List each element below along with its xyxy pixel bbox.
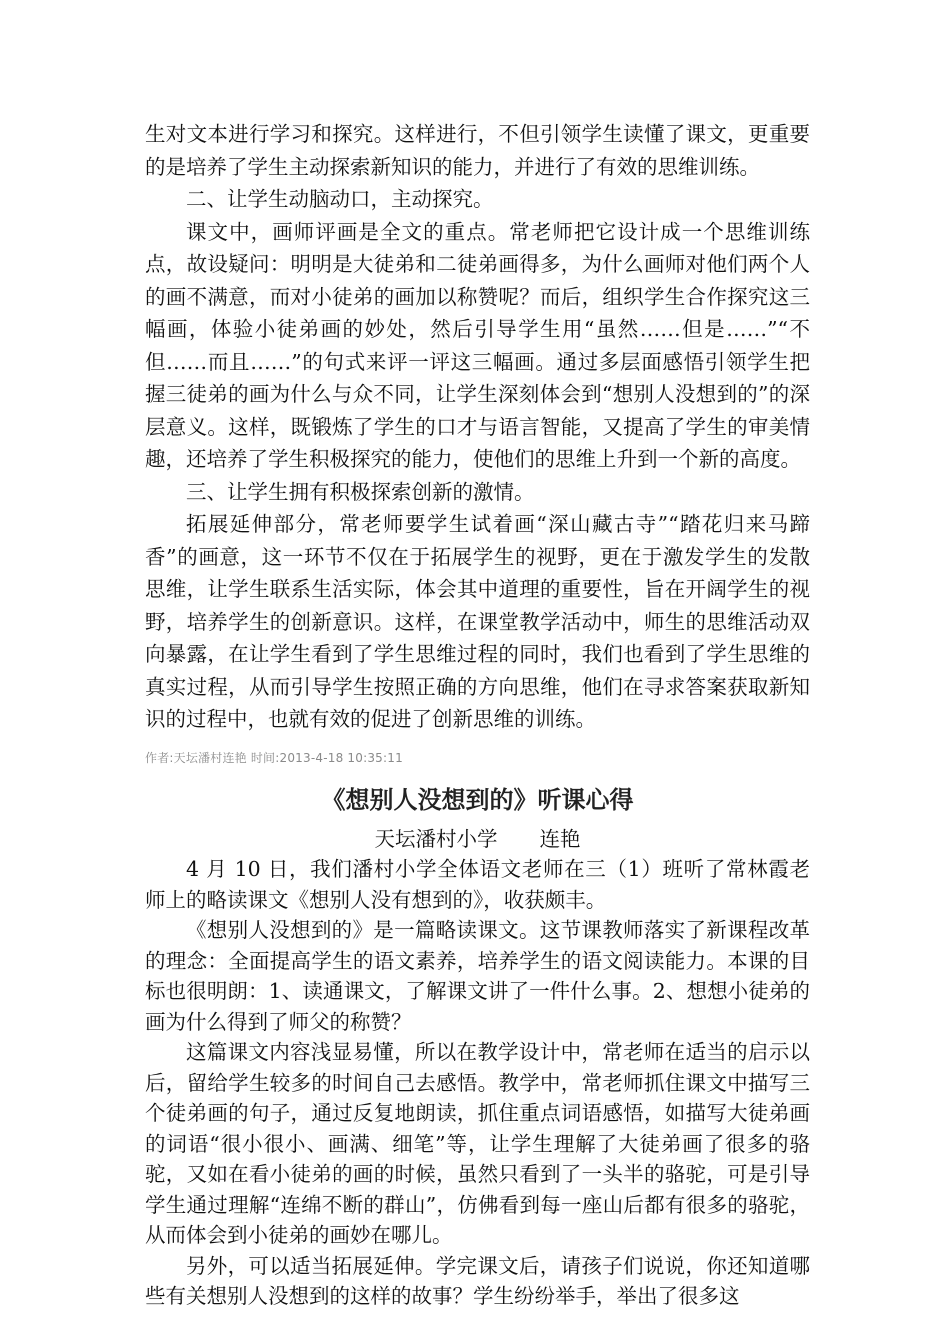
previous-article-tail: [145, 118, 810, 736]
section-heading: 三、让学生拥有积极探索创新的激情。: [186, 479, 535, 504]
byline: [145, 824, 810, 854]
author-name: 连艳: [539, 827, 581, 851]
section-heading: 二、让学生动脑动口，主动探究。: [186, 187, 494, 211]
school-name: 天坛潘村小学: [374, 827, 498, 851]
paragraph: 《想别人没想到的》是一篇略读课文。这节课教师落实了新课程改革的理念：全面提高学生的语文素养，培养学生的语文阅读能力。本课的目标也很明朗：1、读通课文，了解课文讲了一件什么事。2、想想小徒弟的画为什么得到了师父的称赞？: [145, 918, 810, 1034]
paragraph: 课文中，画师评画是全文的重点。常老师把它设计成一个思维训练点，故设疑问：明明是大徒弟和二徒弟画得多，为什么画师对他们两个人的画不满意，而对小徒弟的画加以称赞呢？而后，组织学生合作探究这三幅画，体验小徒弟画的妙处，然后引导学生用“虽然……但是……”“不但……而且……”的句式来评一评这三幅画。通过多层面感悟引领学生把握三徒弟的画为什么与众不同，让学生深刻体会到“想别人没想到的”的深层意义。这样，既锻炼了学生的口才与语言智能，又提高了学生的审美情趣，还培养了学生积极探究的能力，使他们的思维上升到一个新的高度。: [145, 219, 810, 471]
paragraph: 另外，可以适当拓展延伸。学完课文后，请孩子们说说，你还知道哪些有关想别人没想到的这样的故事？学生纷纷举手，举出了很多这: [145, 1253, 810, 1308]
article-title: 《想别人没想到的》听课心得: [321, 786, 634, 814]
paragraph: 拓展延伸部分，常老师要学生试着画“深山藏古寺”“踏花归来马蹄香”的画意，这一环节不仅在于拓展学生的视野，更在于激发学生的发散思维，让学生联系生活实际，体会其中道理的重要性，旨在开阔学生的视野，培养学生的创新意识。这样，在课堂教学活动中，师生的思维活动双向暴露，在让学生看到了学生思维过程的同时，我们也看到了学生思维的真实过程，从而引导学生按照正确的方向思维，他们在寻求答案获取新知识的过程中，也就有效的促进了创新思维的训练。: [145, 512, 810, 731]
article: [145, 782, 810, 1312]
author-time-line: 作者:天坛潘村连艳 时间:2013-4-18 10:35:11: [145, 751, 403, 765]
paragraph: 生对文本进行学习和探究。这样进行，不但引领学生读懂了课文，更重要的是培养了学生主动探索新知识的能力，并进行了有效的思维训练。: [145, 122, 810, 179]
paragraph: 4 月 10 日，我们潘村小学全体语文老师在三（1）班听了常林霞老师上的略读课文《想别人没有想到的》，收获颇丰。: [145, 857, 810, 912]
paragraph: 这篇课文内容浅显易懂，所以在教学设计中，常老师在适当的启示以后，留给学生较多的时间自己去感悟。教学中，常老师抓住课文中描写三个徒弟画的句子，通过反复地朗读，抓住重点词语感悟，如描写大徒弟画的词语“很小很小、画满、细笔”等，让学生理解了大徒弟画了很多的骆驼，又如在看小徒弟的画的时候，虽然只看到了一头半的骆驼，可是引导学生通过理解“连绵不断的群山”，仿佛看到每一座山后都有很多的骆驼，从而体会到小徒弟的画妙在哪儿。: [145, 1040, 810, 1247]
